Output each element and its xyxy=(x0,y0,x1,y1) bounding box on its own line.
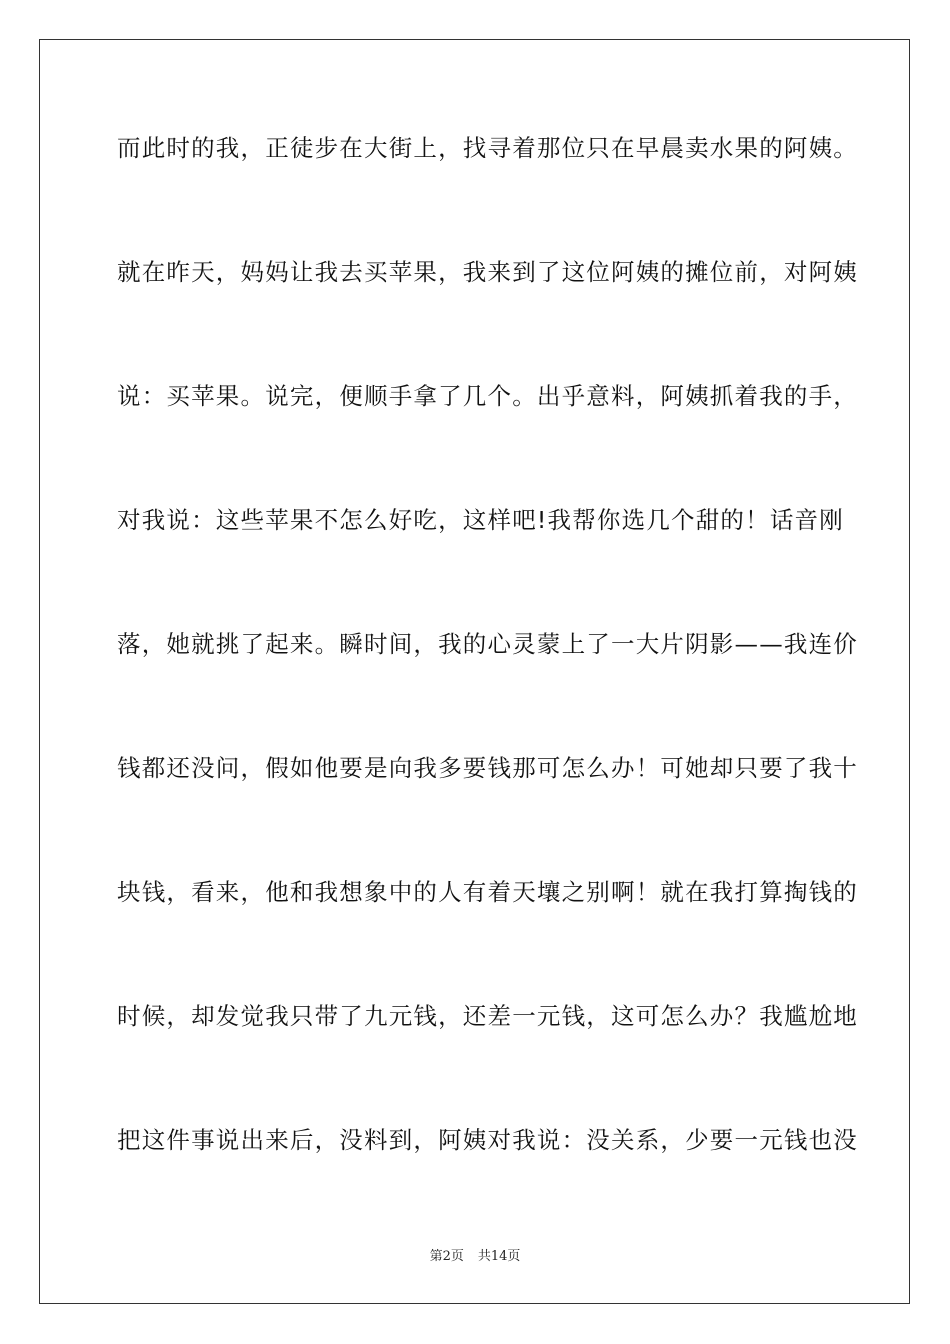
text-line: 说：买苹果。说完，便顺手拿了几个。出乎意料，阿姨抓着我的手， xyxy=(117,382,858,410)
text-line: 块钱，看来，他和我想象中的人有着天壤之别啊！就在我打算掏钱的 xyxy=(117,878,858,906)
text-line: 钱都还没问，假如他要是向我多要钱那可怎么办！可她却只要了我十 xyxy=(117,754,858,782)
text-line: 而此时的我，正徒步在大街上，找寻着那位只在早晨卖水果的阿姨。 xyxy=(117,134,858,162)
page-total: 共14页 xyxy=(477,1249,521,1264)
page-number: 第2页 xyxy=(429,1249,464,1264)
text-line: 把这件事说出来后，没料到，阿姨对我说：没关系，少要一元钱也没 xyxy=(117,1126,858,1154)
text-line: 对我说：这些苹果不怎么好吃，这样吧!我帮你选几个甜的！话音刚 xyxy=(117,506,844,534)
text-line: 就在昨天，妈妈让我去买苹果，我来到了这位阿姨的摊位前，对阿姨 xyxy=(117,258,858,286)
page-footer xyxy=(0,1248,950,1266)
text-line: 落，她就挑了起来。瞬时间，我的心灵蒙上了一大片阴影——我连价 xyxy=(117,630,858,658)
text-line: 时候，却发觉我只带了九元钱，还差一元钱，这可怎么办？我尴尬地 xyxy=(117,1002,858,1030)
page-border xyxy=(39,39,910,1304)
